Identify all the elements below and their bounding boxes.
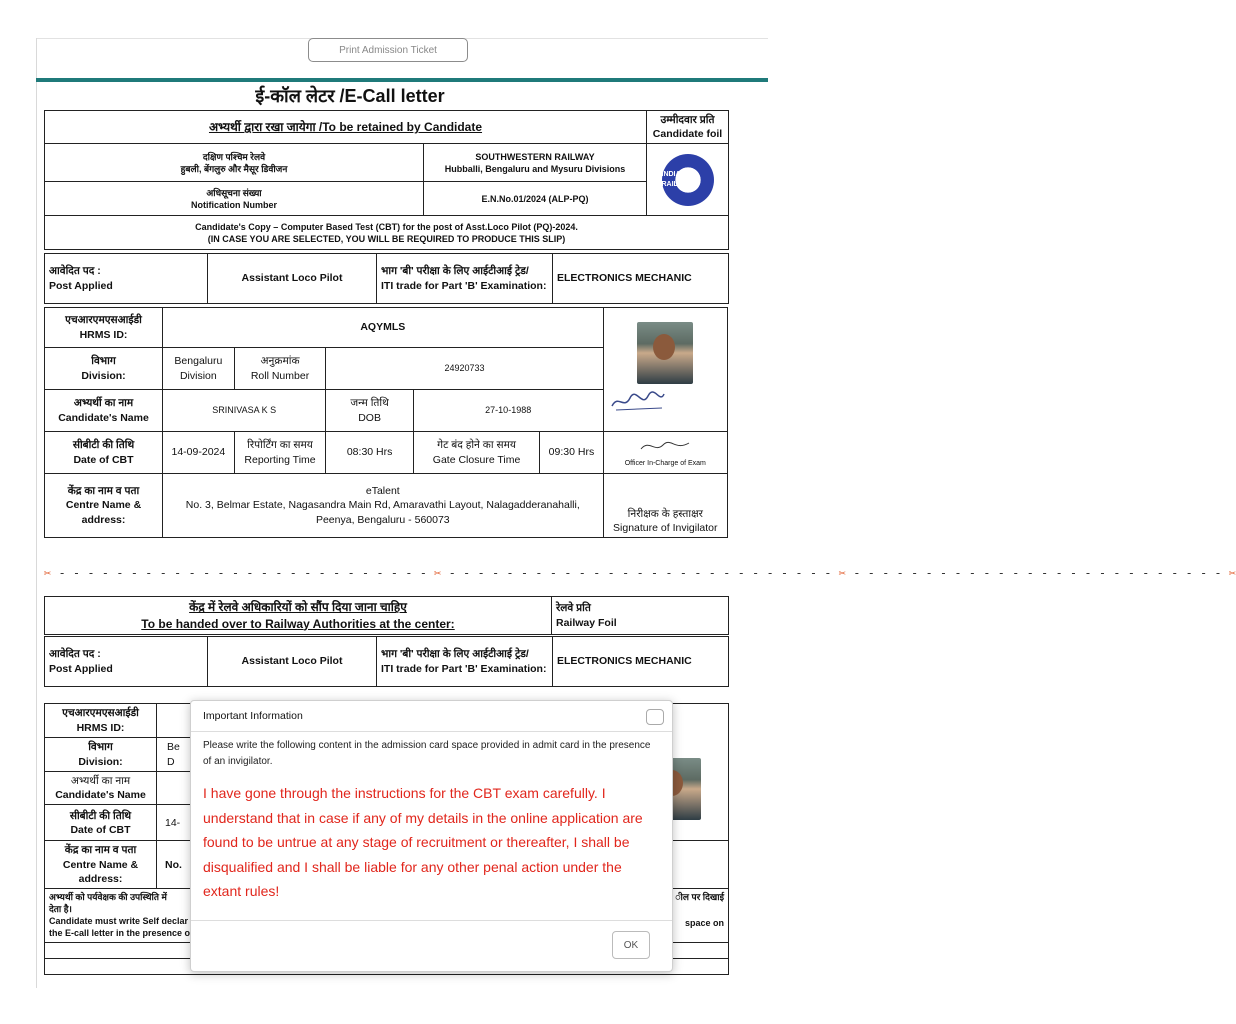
dob-label	[326, 390, 413, 432]
railway-trade-value: ELECTRONICS MECHANIC	[553, 637, 729, 687]
header-divider	[36, 78, 768, 82]
important-information-modal	[190, 700, 673, 972]
notification-label-en: Notification Number	[190, 199, 277, 210]
railway-header-table	[44, 596, 729, 635]
candidate-copy-heading: अभ्यर्थी द्वारा रखा जायेगा /To be retained by Candidate	[45, 111, 647, 144]
division-label-en: Division:	[81, 369, 126, 382]
modal-header	[191, 701, 672, 732]
modal-declaration: I have gone through the instructions for the CBT exam carefully. I understand that in case if any of my details in the online application are found to be untrue at any stage of recruitment or thereafter, I shall be disqualified and I shall be liable for any other penal action under the extant rules!	[203, 785, 643, 899]
hrms-label-en: HRMS ID:	[79, 328, 128, 341]
cbt-date-label	[45, 432, 163, 474]
roll-number-value: 24920733	[326, 348, 603, 390]
roll-label-en: Roll Number	[250, 369, 310, 382]
railway-centre-label	[45, 841, 157, 889]
railway-heading-hi: केंद्र में रेलवे अधिकारियों को सौंप दिया जाना चाहिए	[189, 600, 407, 615]
candidate-details-table	[44, 307, 728, 538]
scissors-icon: ✂	[838, 566, 846, 580]
gate-closure-value: 09:30 Hrs	[540, 432, 603, 474]
railway-en-line2: Hubballi, Bengaluru and Mysuru Divisions	[444, 163, 626, 174]
railway-name-label-hi: अभ्यर्थी का नाम	[70, 775, 131, 787]
scissors-icon: ✂	[434, 566, 442, 580]
self-decl-en-right: space on	[684, 917, 724, 928]
railway-foil-hi: रेलवे प्रति	[556, 602, 591, 615]
railway-emblem-cell	[647, 144, 729, 216]
railway-centre-label-hi: केंद्र का नाम व पता	[64, 844, 137, 857]
gate-closure-label	[413, 432, 539, 474]
print-admission-ticket-button[interactable]: Print Admission Ticket	[308, 38, 468, 62]
post-applied-value: Assistant Loco Pilot	[208, 254, 377, 304]
reporting-label-hi: रिपोर्टिंग का समय	[247, 439, 313, 452]
railway-division-partial-1: Be	[167, 741, 180, 754]
candidate-foil-hi: उम्मीदवार प्रति	[660, 114, 715, 126]
cbt-description	[45, 216, 729, 250]
self-decl-en: Candidate must write Self declar	[49, 916, 189, 927]
railway-trade-label-hi: भाग 'बी' परीक्षा के लिए आईटीआई ट्रेड/	[381, 648, 529, 661]
centre-label-hi: केंद्र का नाम व पता	[67, 485, 140, 498]
railway-foil-en: Railway Foil	[556, 616, 617, 629]
candidate-photo-cell	[603, 308, 727, 432]
modal-note: Please write the following content in the admission card space provided in admit card in the presence of an invigilator.	[203, 740, 651, 767]
centre-address	[163, 474, 604, 538]
railway-division-partial-2: D	[167, 755, 175, 768]
self-decl-en-2: the E-call letter in the presence o	[49, 928, 191, 939]
cbt-description-line1: Candidate's Copy – Computer Based Test (CBT) for the post of Asst.Loco Pilot (PQ)-2024.	[195, 221, 578, 232]
railway-hi-line1: दक्षिण पश्चिम रेलवे	[202, 151, 266, 162]
candidate-foil-en: Candidate foil	[652, 128, 723, 141]
centre-label-en: Centre Name & address:	[65, 499, 142, 526]
division-label-hi: विभाग	[91, 355, 116, 368]
railway-copy-heading	[45, 597, 552, 635]
cut-line: ✂ - - - - - - - - - - - - - - - - - - - - - - - - - - ✂ - - - - - - - - - - - - - - - - - - - - - - - - - - - ✂ - - - - - - - - - - - - - - - - - - - - - - - - - - ✂	[44, 566, 1236, 580]
notification-label	[45, 182, 424, 216]
hrms-label-hi: एचआरएमएसआईडी	[65, 314, 142, 327]
iti-trade-value: ELECTRONICS MECHANIC	[553, 254, 729, 304]
railway-post-value: Assistant Loco Pilot	[208, 637, 377, 687]
railway-heading-en: To be handed over to Railway Authorities at the center:	[141, 616, 455, 631]
cbt-date-label-hi: सीबीटी की तिथि	[72, 439, 135, 452]
centre-address-line2: No. 3, Belmar Estate, Nagasandra Main Rd, Amaravathi Layout, Nalagadderanahalli,	[185, 499, 580, 512]
railway-post-label-en: Post Applied	[49, 662, 113, 675]
division-value	[163, 348, 235, 390]
railway-centre-value: No.	[157, 841, 617, 889]
cbt-date-value: 14-09-2024	[163, 432, 235, 474]
name-label-en: Candidate's Name	[58, 411, 149, 424]
railway-centre-label-en-1: Centre Name &	[62, 858, 139, 871]
reporting-time-label	[234, 432, 326, 474]
division-label	[45, 348, 163, 390]
railway-cbt-label	[45, 805, 157, 841]
railway-trade-label	[377, 637, 553, 687]
candidate-signature-icon	[608, 386, 668, 414]
invigilator-label-hi: निरीक्षक के हस्ताक्षर	[627, 507, 703, 520]
railway-name-label	[45, 772, 157, 805]
division-value-line2: Division	[179, 369, 217, 382]
railway-en-line1: SOUTHWESTERN RAILWAY	[475, 151, 595, 162]
railway-cbt-label-hi: सीबीटी की तिथि	[69, 809, 132, 822]
officer-signature-icon	[635, 437, 695, 455]
post-applied-label	[45, 254, 208, 304]
division-value-line1: Bengaluru	[174, 355, 223, 368]
hrms-label	[45, 308, 163, 348]
officer-label: Officer In-Charge of Exam	[624, 459, 706, 467]
dob-label-en: DOB	[358, 411, 381, 424]
railway-hi-line2: हुबली, बेंगलुरु और मैसूर डिवीजन	[180, 163, 288, 174]
invigilator-label-en: Signature of Invigilator	[613, 521, 718, 534]
cbt-date-label-en: Date of CBT	[73, 453, 134, 466]
railway-foil	[552, 597, 729, 635]
centre-address-line1: eTalent	[365, 485, 400, 498]
ok-button[interactable]: OK	[612, 931, 650, 959]
railway-cbt-label-en: Date of CBT	[70, 823, 131, 836]
dob-label-hi: जन्म तिथि	[350, 397, 389, 410]
self-decl-hi: अभ्यर्थी को पर्यवेक्षक की उपस्थिति में	[49, 891, 167, 902]
name-label-hi: अभ्यर्थी का नाम	[73, 397, 134, 410]
post-label-hi: आवेदित पद :	[49, 265, 101, 278]
notification-number: E.N.No.01/2024 (ALP-PQ)	[424, 182, 647, 216]
scissors-icon: ✂	[1228, 566, 1236, 580]
modal-body	[191, 732, 672, 910]
railway-name-label-en: Candidate's Name	[55, 789, 146, 802]
candidate-name-label	[45, 390, 163, 432]
railway-hrms-label-en: HRMS ID:	[76, 721, 125, 734]
candidate-header-table	[44, 110, 729, 250]
trade-label-en: ITI trade for Part 'B' Examination:	[381, 279, 547, 292]
railway-division-label-en: Division:	[78, 755, 123, 768]
candidate-name-value: SRINIVASA K S	[163, 390, 326, 432]
centre-label	[45, 474, 163, 538]
dob-value: 27-10-1988	[413, 390, 603, 432]
railway-cbt-value: 14-	[157, 805, 617, 841]
modal-close-button[interactable]	[646, 709, 664, 725]
railway-hrms-label	[45, 704, 157, 738]
railway-centre-label-en-2: address:	[78, 872, 123, 885]
railway-trade-label-en: ITI trade for Part 'B' Examination:	[381, 662, 547, 675]
cbt-description-line2: (IN CASE YOU ARE SELECTED, YOU WILL BE REQUIRED TO PRODUCE THIS SLIP)	[207, 233, 566, 244]
railway-post-label-hi: आवेदित पद :	[49, 648, 101, 661]
roll-number-label	[234, 348, 326, 390]
reporting-label-en: Reporting Time	[244, 453, 316, 466]
reporting-time-value: 08:30 Hrs	[326, 432, 413, 474]
iti-trade-label	[377, 254, 553, 304]
railway-division-label-hi: विभाग	[88, 741, 113, 754]
indian-railways-emblem-icon: INDIAN RAILWAYS	[662, 154, 714, 206]
railway-post-table	[44, 636, 729, 687]
scissors-icon: ✂	[44, 566, 52, 580]
post-label-en: Post Applied	[49, 279, 113, 292]
officer-signature-cell	[603, 432, 727, 474]
trade-label-hi: भाग 'बी' परीक्षा के लिए आईटीआई ट्रेड/	[381, 265, 529, 278]
hrms-value: AQYMLS	[163, 308, 604, 348]
page-title: ई-कॉल लेटर /E-Call letter	[255, 86, 445, 106]
modal-footer	[191, 920, 672, 971]
candidate-photo	[637, 322, 693, 384]
roll-label-hi: अनुक्रमांक	[260, 355, 300, 368]
railway-division-label	[45, 738, 157, 772]
railway-hrms-label-hi: एचआरएमएसआईडी	[62, 707, 139, 720]
modal-title: Important Information	[203, 710, 303, 722]
post-applied-table	[44, 253, 729, 304]
page-left-border	[36, 38, 37, 988]
railway-name-hindi	[45, 144, 424, 182]
centre-address-line3: Peenya, Bengaluru - 560073	[315, 513, 450, 526]
self-decl-hi-2: देता है।	[49, 904, 72, 914]
candidate-foil	[647, 111, 729, 144]
railway-name-english	[424, 144, 647, 182]
gate-label-en: Gate Closure Time	[432, 453, 521, 466]
railway-post-label	[45, 637, 208, 687]
gate-label-hi: गेट बंद होने का समय	[437, 439, 516, 452]
notification-label-hi: अधिसूचना संख्या	[206, 187, 262, 198]
invigilator-signature-cell	[603, 474, 727, 538]
self-decl-hi-right: ील पर दिखाई	[675, 891, 724, 902]
